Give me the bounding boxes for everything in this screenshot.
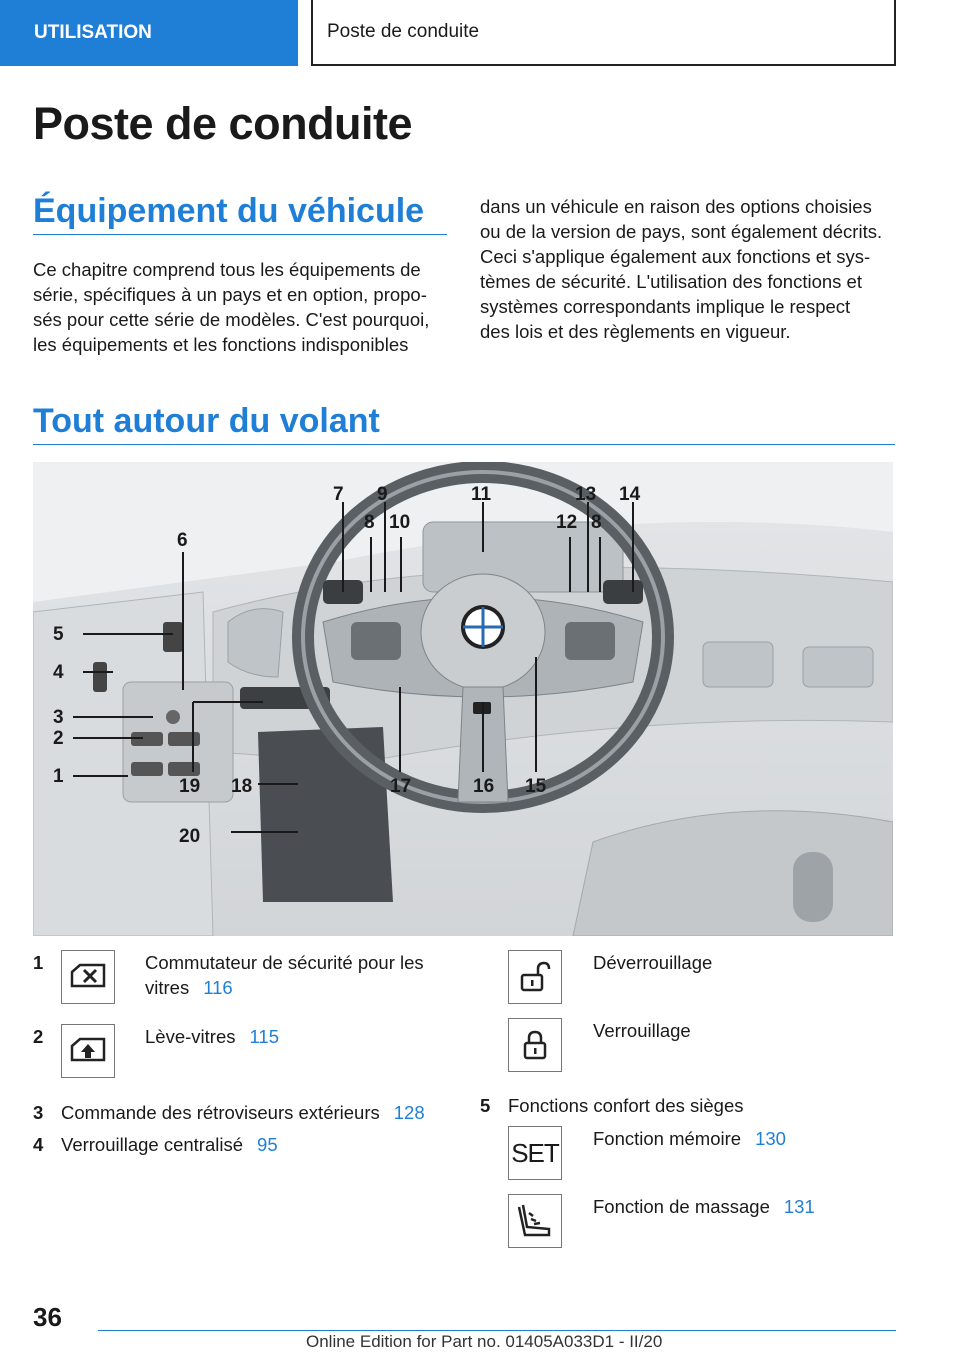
legend-number: 5 bbox=[480, 1095, 491, 1116]
chapter-tab bbox=[311, 0, 896, 66]
section-rule bbox=[33, 234, 447, 235]
legend-text: Déverrouillage bbox=[593, 952, 713, 973]
legend-text: Fonction mémoire 130 bbox=[593, 1128, 786, 1149]
page-ref-link[interactable]: 128 bbox=[393, 1102, 425, 1123]
callout-label: 8 bbox=[591, 512, 602, 533]
intro-paragraph-left: Ce chapitre comprend tous les équipements de série, spécifiques à un pays et en option, propo‐ sés pour cette série de modèles. C'est pourquoi, les équipements et les fonctions indisponibles bbox=[33, 259, 430, 355]
section-label: UTILISATION bbox=[34, 22, 152, 43]
window-lift-icon bbox=[61, 1024, 115, 1078]
legend-number: 1 bbox=[33, 952, 44, 973]
callout-label: 3 bbox=[53, 707, 64, 728]
callout-label: 7 bbox=[333, 484, 344, 505]
section-rule bbox=[33, 444, 895, 445]
intro-paragraph-right: dans un véhicule en raison des options choisies ou de la version de pays, sont également décrits. Ceci s'applique également aux fonctions et sys‐ tèmes de sécurité. L'utilisation des fonctions et systèmes correspondants implique le respect des lois et des règlements en vigueur. bbox=[480, 196, 883, 342]
callout-label: 16 bbox=[473, 776, 495, 797]
callout-label: 15 bbox=[525, 776, 547, 797]
legend-text: Fonctions confort des sièges bbox=[508, 1095, 744, 1116]
callout-label: 4 bbox=[53, 662, 64, 683]
set-memory-icon: SET bbox=[508, 1126, 562, 1180]
callout-label: 6 bbox=[177, 530, 188, 551]
callout-label: 20 bbox=[179, 826, 201, 847]
callout-label: 1 bbox=[53, 766, 64, 787]
lock-icon bbox=[508, 1018, 562, 1072]
legend-number: 4 bbox=[33, 1134, 44, 1155]
callout-label: 12 bbox=[556, 512, 578, 533]
callout-label: 14 bbox=[619, 484, 641, 505]
footer-rule bbox=[98, 1330, 896, 1331]
callout-label: 17 bbox=[390, 776, 412, 797]
callout-label: 5 bbox=[53, 624, 64, 645]
callout-label: 19 bbox=[179, 776, 201, 797]
seat-massage-icon bbox=[508, 1194, 562, 1248]
chapter-label: Poste de conduite bbox=[327, 21, 480, 42]
page-title: Poste de conduite bbox=[33, 98, 413, 149]
legend-text: Commande des rétroviseurs extérieurs 128 bbox=[61, 1102, 425, 1123]
callout-label: 13 bbox=[575, 484, 597, 505]
callout-label: 8 bbox=[364, 512, 375, 533]
legend-text: Verrouillage bbox=[593, 1020, 691, 1041]
section-heading-steering: Tout autour du volant bbox=[33, 402, 380, 440]
callout-label: 11 bbox=[471, 484, 492, 505]
callout-label: 18 bbox=[231, 776, 253, 797]
legend-text: Commutateur de sécurité pour les vitres 116 bbox=[145, 952, 424, 998]
page-ref-link[interactable]: 115 bbox=[249, 1026, 279, 1047]
legend-right bbox=[480, 950, 896, 1255]
unlock-icon bbox=[508, 950, 562, 1004]
edition-footer: Online Edition for Part no. 01405A033D1 - II/20 bbox=[306, 1332, 663, 1351]
window-safety-switch-icon bbox=[61, 950, 115, 1004]
callout-label: 10 bbox=[389, 512, 411, 533]
section-tab bbox=[0, 0, 298, 66]
page-ref-link[interactable]: 116 bbox=[203, 977, 233, 998]
legend-text: Verrouillage centralisé 95 bbox=[61, 1134, 278, 1155]
legend-text: Fonction de massage 131 bbox=[593, 1196, 815, 1217]
callout-label: 2 bbox=[53, 728, 64, 749]
legend-text: Lève-vitres 115 bbox=[145, 1026, 279, 1047]
section-heading-equipment: Équipement du véhicule bbox=[33, 192, 425, 230]
page-ref-link[interactable]: 95 bbox=[257, 1134, 278, 1155]
callout-label: 9 bbox=[377, 484, 388, 505]
legend-number: 3 bbox=[33, 1102, 44, 1123]
page-ref-link[interactable]: 130 bbox=[755, 1128, 786, 1149]
page-ref-link[interactable]: 131 bbox=[783, 1196, 815, 1217]
cockpit-illustration bbox=[33, 462, 893, 936]
page-number: 36 bbox=[33, 1302, 62, 1332]
legend-left bbox=[33, 950, 453, 1170]
legend-number: 2 bbox=[33, 1026, 44, 1047]
